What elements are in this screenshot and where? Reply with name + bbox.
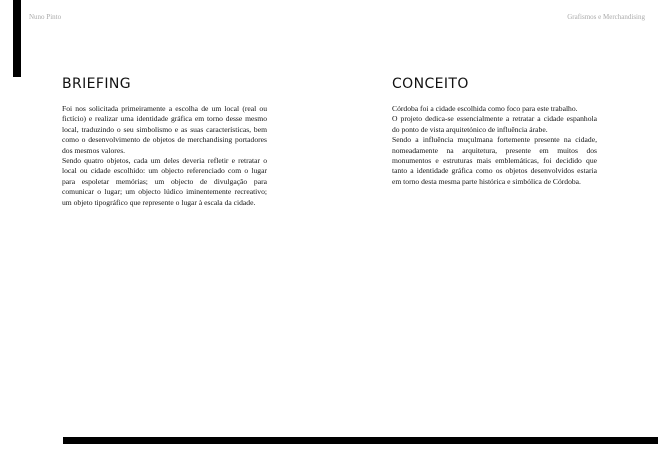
header-subject: Grafismos e Merchandising <box>567 13 645 21</box>
briefing-body <box>62 104 267 208</box>
conceito-body <box>392 104 597 187</box>
bottom-edge-bar <box>63 437 658 444</box>
briefing-paragraph: Sendo quatro objetos, cada um deles deveria refletir e retratar o local ou cidade escolhido: um objecto referenciado com o lugar para espoletar memórias; um objecto de divulgação para comunicar o lugar; um objecto lúdico iminentemente recreativo; um objeto tipográfico que represente o lugar à escala da cidade. <box>62 156 267 207</box>
briefing-paragraph: Foi nos solicitada primeiramente a escolha de um local (real ou fictício) e realizar uma identidade gráfica em torno desse mesmo local, traduzindo o seu simbolismo e as suas características, bem como o desenvolvimento de objetos de merchandising portadores dos mesmos valores. <box>62 104 267 155</box>
left-edge-bar <box>13 0 21 77</box>
header-author: Nuno Pinto <box>29 13 62 21</box>
conceito-paragraph: Córdoba foi a cidade escolhida como foco para este trabalho. <box>392 104 578 113</box>
conceito-paragraph: Sendo a influência muçulmana fortemente presente na cidade, nomeadamente na arquitetura, presente em muitos dos monumentos e estruturas mais emblemáticas, foi decidido que tanto a identidade gráfica como os objetos desenvolvidos estaria em torno desta mesma parte histórica e simbólica de Córdoba. <box>392 135 597 186</box>
conceito-title: CONCEITO <box>392 76 469 92</box>
briefing-title: BRIEFING <box>62 76 132 92</box>
conceito-paragraph: O projeto dedica-se essencialmente a retratar a cidade espanhola do ponto de vista arquitetónico de influência árabe. <box>392 114 597 134</box>
